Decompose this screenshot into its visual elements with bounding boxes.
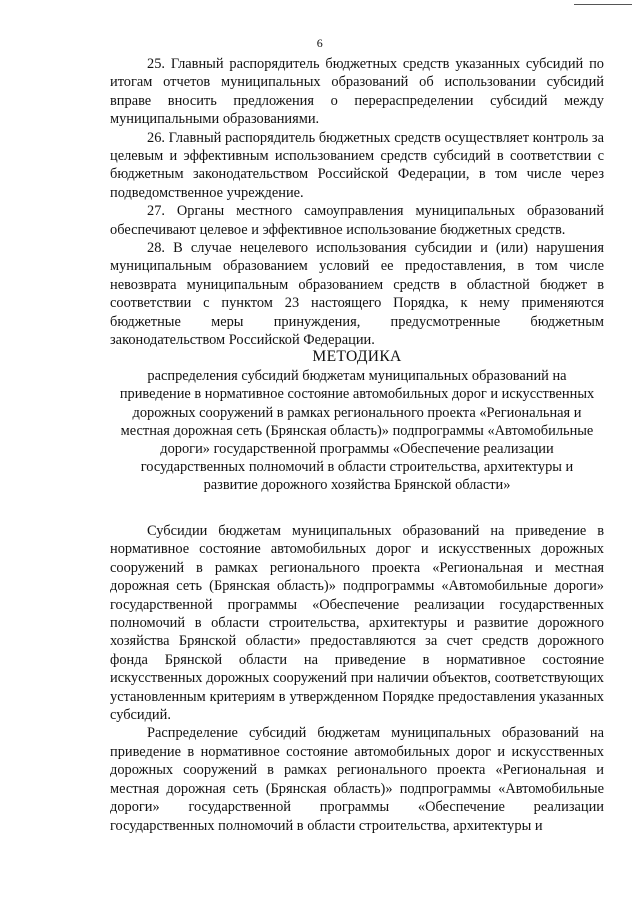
paragraph-27: 27. Органы местного самоуправления муниципальных образований обеспечивают целевое и эффективное использование бюджетных средств.: [110, 203, 604, 238]
methodology-paragraphs: [110, 522, 604, 835]
heading-title: МЕТОДИКА: [312, 348, 402, 365]
methodology-heading: [110, 348, 604, 495]
top-edge-rule: [574, 4, 632, 5]
paragraph-26: 26. Главный распорядитель бюджетных средств осуществляет контроль за целевым и эффективным использованием средств субсидий в соответствии с бюджетным законодательством Российской Федерации, в том числе через подведомственное учреждение.: [110, 129, 604, 201]
paragraph-25: 25. Главный распорядитель бюджетных средств указанных субсидий по итогам отчетов муниципальных образований об использовании субсидий вправе вносить предложения о перераспределении субсидий между муниципальными образованиями.: [110, 56, 604, 128]
page-number: 6: [316, 36, 324, 50]
heading-subtitle: распределения субсидий бюджетам муниципальных образований на приведение в нормативное состояние автомобильных дорог и искусственных дорожных сооружений в рамках регионального проекта «Региональная и местная дорожная сеть (Брянская область)» подпрограммы «Автомобильные дороги» государственной программы «Обеспечение реализации государственных полномочий в области строительства, архитектуры и развитие дорожного хозяйства Брянской области»: [119, 368, 595, 494]
methodology-paragraph-1: Субсидии бюджетам муниципальных образований на приведение в нормативное состояние автомобильных дорог и искусственных дорожных сооружений в рамках регионального проекта «Региональная и местная дорожная сеть (Брянская область)» подпрограммы «Автомобильные дороги» государственной программы «Обеспечение реализации государственных полномочий в области строительства, архитектуры и развитие дорожного хозяйства Брянской области» предоставляются за счет средств дорожного фонда Брянской области на приведение в нормативное состояние искусственных дорожных сооружений при наличии объектов, соответствующих установленным критериям в утвержденном Порядке предоставления указанных субсидий.: [110, 523, 604, 724]
methodology-paragraph-2: Распределение субсидий бюджетам муниципальных образований на приведение в нормативное состояние автомобильных дорог и искусственных дорожных сооружений в рамках регионального проекта «Региональная и местная дорожная сеть (Брянская область)» подпрограммы «Автомобильные дороги» государственной программы «Обеспечение реализации государственных полномочий в области строительства, архитектуры и: [110, 725, 604, 834]
top-paragraphs: [110, 55, 604, 350]
paragraph-28: 28. В случае нецелевого использования субсидии и (или) нарушения муниципальным образованием условий ее предоставления, в том числе невозврата муниципальным образованием средств в областной бюджет в соответствии с пунктом 23 настоящего Порядка, к нему применяются бюджетные меры принуждения, предусмотренные бюджетным законодательством Российской Федерации.: [110, 240, 604, 349]
